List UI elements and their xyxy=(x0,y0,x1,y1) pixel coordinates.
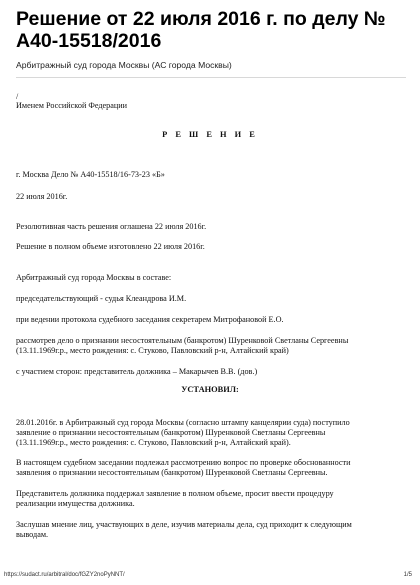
in-the-name-line: Именем Российской Федерации xyxy=(16,101,128,110)
decision-date: 22 июля 2016г. xyxy=(16,192,68,201)
footer-page-number: 1/5 xyxy=(403,572,412,578)
paragraph-1-line-2: заявление о признании несостоятельным (банкротом) Шуренковой Светланы Сергеевны xyxy=(16,428,326,437)
protocol-secretary: при ведении протокола судебного заседания секретарем Митрофановой Е.О. xyxy=(16,315,284,324)
case-review-line-2: (13.11.1969г.р., место рождения: с. Стуково, Павловский р-н, Алтайский край) xyxy=(16,346,289,355)
court-composition: Арбитражный суд города Москвы в составе: xyxy=(16,273,172,282)
presiding-judge: председательствующий - судья Клеандрова И.М. xyxy=(16,294,187,303)
paragraph-3-line-2: реализации имущества должника. xyxy=(16,499,135,508)
footer-url[interactable]: https://sudact.ru/arbitral/doc/fGZY2noPyNNT/ xyxy=(4,572,125,578)
document-title: Решение от 22 июля 2016 г. по делу № А40-15518/2016 xyxy=(16,8,386,52)
participants-line: с участием сторон: представитель должника – Макарычев В.В. (дов.) xyxy=(16,367,258,376)
paragraph-2-line-1: В настоящем судебном заседании подлежал рассмотрению вопрос по проверке обоснованности xyxy=(16,458,351,467)
slash-mark: / xyxy=(16,92,19,101)
paragraph-3-line-1: Представитель должника поддержал заявление в полном объеме, просит ввести процедуру xyxy=(16,489,334,498)
title-divider xyxy=(16,77,406,78)
paragraph-2-line-2: заявления о признании несостоятельным (банкротом) Шуренковой Светланы Сергеевны. xyxy=(16,468,328,477)
paragraph-1-line-3: (13.11.1969г.р., место рождения: с. Стуково, Павловский р-н, Алтайский край). xyxy=(16,438,291,447)
case-review-line-1: рассмотрев дело о признании несостоятельным (банкротом) Шуренковой Светланы Сергеевны xyxy=(16,336,349,345)
resolution-announced: Резолютивная часть решения оглашена 22 июля 2016г. xyxy=(16,222,207,231)
paragraph-4-line-1: Заслушав мнение лиц, участвующих в деле, изучив материалы дела, суд приходит к следующим xyxy=(16,520,352,529)
court-name: Арбитражный суд города Москвы (АС города Москвы) xyxy=(16,60,232,70)
paragraph-4-line-2: выводам. xyxy=(16,530,49,539)
established-heading: УСТАНОВИЛ: xyxy=(181,385,239,394)
case-number-line: г. Москва Дело № А40-15518/16-73-23 «Б» xyxy=(16,170,165,179)
paragraph-1-line-1: 28.01.2016г. в Арбитражный суд города Москвы (согласно штампу канцелярии суда) поступило xyxy=(16,418,350,427)
full-text-made: Решение в полном объеме изготовлено 22 июля 2016г. xyxy=(16,242,205,251)
decision-heading: Р Е Ш Е Н И Е xyxy=(162,130,258,139)
